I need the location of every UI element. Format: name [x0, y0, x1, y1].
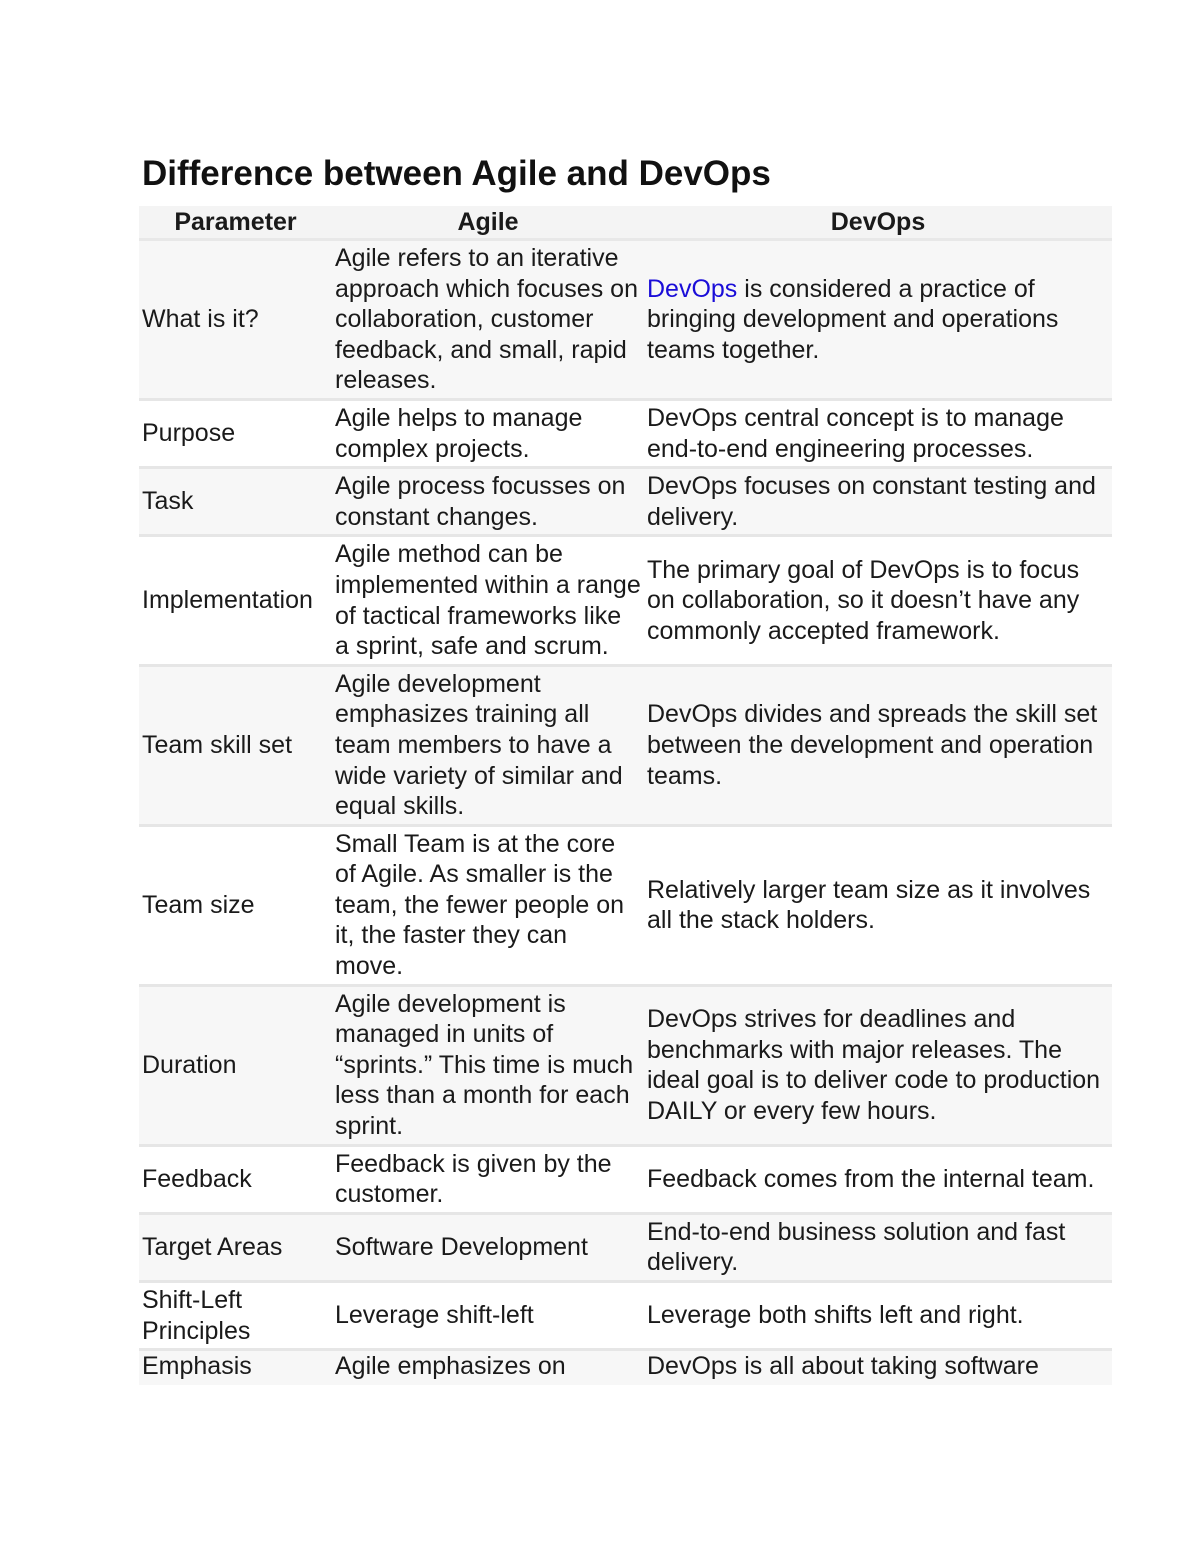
agile-cell: Feedback is given by the customer. [332, 1145, 644, 1213]
table-row [139, 1350, 1112, 1386]
agile-cell: Agile emphasizes on [332, 1350, 644, 1386]
page-title: Difference between Agile and DevOps [142, 154, 771, 193]
devops-cell: Feedback comes from the internal team. [644, 1145, 1112, 1213]
agile-cell: Software Development [332, 1213, 644, 1281]
comparison-table [139, 206, 1112, 1385]
parameter-cell: Team size [139, 825, 332, 985]
devops-cell [644, 240, 1112, 400]
parameter-cell: What is it? [139, 240, 332, 400]
parameter-cell: Purpose [139, 399, 332, 467]
agile-cell: Agile helps to manage complex projects. [332, 399, 644, 467]
agile-cell: Agile development is managed in units of “sprints.” This time is much less than a month for each sprint. [332, 985, 644, 1145]
table-row [139, 985, 1112, 1145]
table-row [139, 1282, 1112, 1350]
parameter-cell: Implementation [139, 536, 332, 665]
devops-cell: The primary goal of DevOps is to focus on collaboration, so it doesn’t have any commonly accepted framework. [644, 536, 1112, 665]
table-row [139, 1213, 1112, 1281]
devops-cell: DevOps is all about taking software [644, 1350, 1112, 1386]
parameter-cell: Target Areas [139, 1213, 332, 1281]
table-header-row [139, 206, 1112, 240]
devops-cell-text: is considered a practice of bringing development and operations teams together. [647, 274, 1059, 364]
agile-cell: Agile development emphasizes training all team members to have a wide variety of similar and equal skills. [332, 665, 644, 825]
table-row [139, 665, 1112, 825]
agile-cell: Leverage shift-left [332, 1282, 644, 1350]
table-row [139, 536, 1112, 665]
column-header-agile: Agile [332, 206, 644, 240]
table-row [139, 468, 1112, 536]
devops-link[interactable]: DevOps [647, 274, 738, 303]
devops-cell: Leverage both shifts left and right. [644, 1282, 1112, 1350]
parameter-cell: Shift-Left Principles [139, 1282, 332, 1350]
devops-cell: DevOps divides and spreads the skill set between the development and operation teams. [644, 665, 1112, 825]
table-row [139, 399, 1112, 467]
parameter-cell: Emphasis [139, 1350, 332, 1386]
column-header-parameter: Parameter [139, 206, 332, 240]
agile-cell: Agile refers to an iterative approach which focuses on collaboration, customer feedback, and small, rapid releases. [332, 240, 644, 400]
parameter-cell: Team skill set [139, 665, 332, 825]
column-header-devops: DevOps [644, 206, 1112, 240]
agile-cell: Small Team is at the core of Agile. As smaller is the team, the fewer people on it, the faster they can move. [332, 825, 644, 985]
devops-cell: DevOps central concept is to manage end-to-end engineering processes. [644, 399, 1112, 467]
agile-cell: Agile method can be implemented within a range of tactical frameworks like a sprint, safe and scrum. [332, 536, 644, 665]
devops-cell: DevOps strives for deadlines and benchmarks with major releases. The ideal goal is to deliver code to production DAILY or every few hours. [644, 985, 1112, 1145]
table-row [139, 825, 1112, 985]
devops-cell: Relatively larger team size as it involves all the stack holders. [644, 825, 1112, 985]
table-row [139, 1145, 1112, 1213]
parameter-cell: Duration [139, 985, 332, 1145]
parameter-cell: Feedback [139, 1145, 332, 1213]
devops-cell: DevOps focuses on constant testing and delivery. [644, 468, 1112, 536]
agile-cell: Agile process focusses on constant changes. [332, 468, 644, 536]
table-row [139, 240, 1112, 400]
devops-cell: End-to-end business solution and fast delivery. [644, 1213, 1112, 1281]
parameter-cell: Task [139, 468, 332, 536]
